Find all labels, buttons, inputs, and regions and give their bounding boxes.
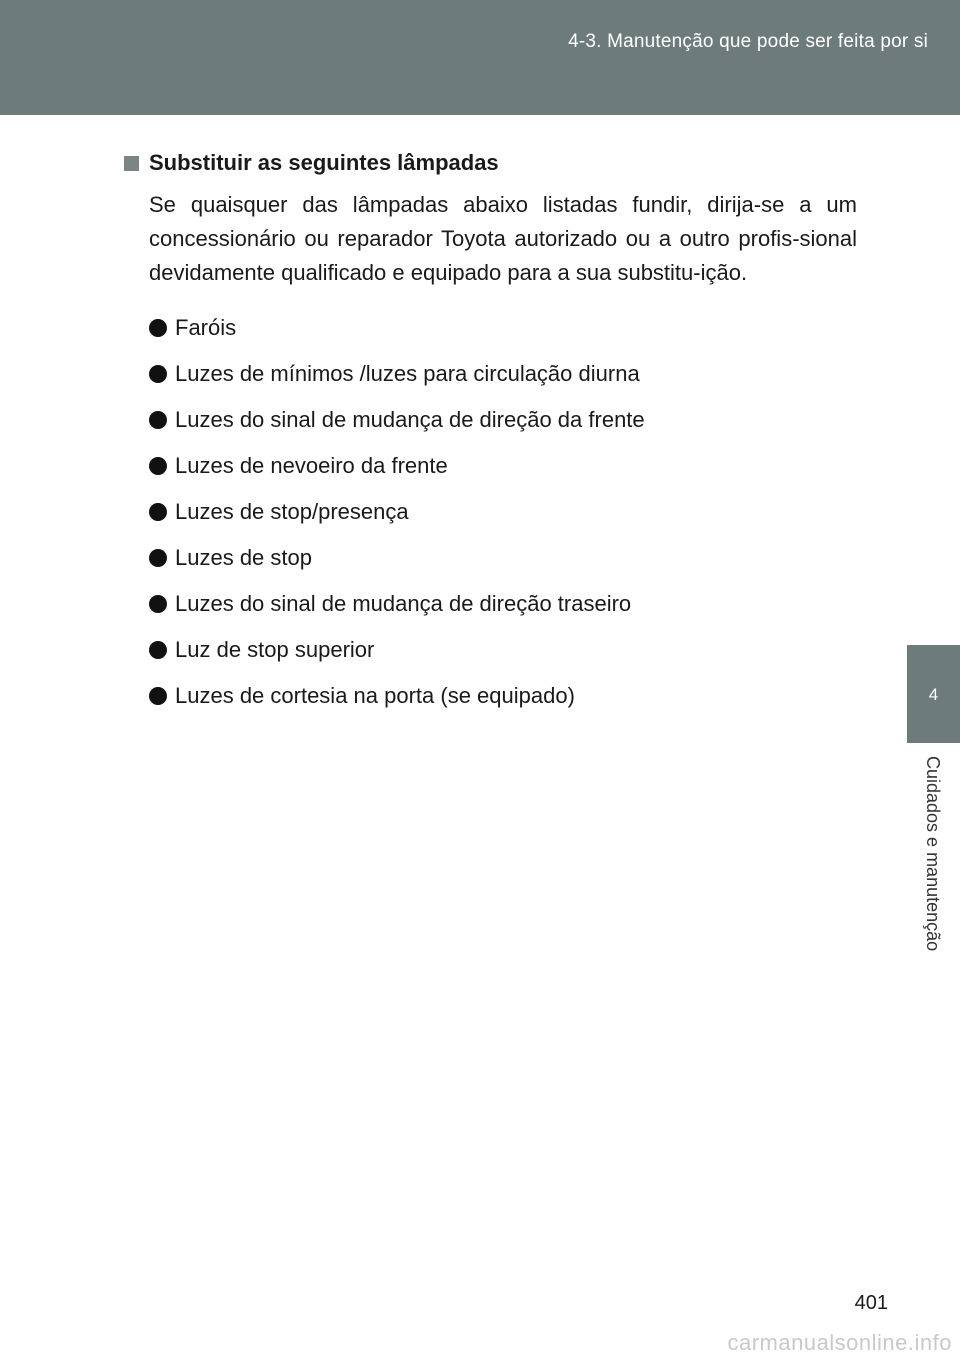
header-band bbox=[0, 0, 960, 115]
list-item bbox=[149, 673, 857, 719]
list-item bbox=[149, 489, 857, 535]
filled-circle-icon bbox=[149, 365, 167, 383]
page-number: 401 bbox=[854, 1292, 888, 1314]
list-item-label: Luzes do sinal de mudança de direção da frente bbox=[175, 407, 645, 432]
filled-circle-icon bbox=[149, 549, 167, 567]
filled-circle-icon bbox=[149, 503, 167, 521]
square-icon bbox=[124, 156, 139, 171]
list-item-label: Luzes de nevoeiro da frente bbox=[175, 453, 448, 478]
chapter-label: Cuidados e manutenção bbox=[923, 756, 943, 952]
intro-paragraph: Se quaisquer das lâmpadas abaixo listadas fundir, dirija-se a um concessionário ou reparador Toyota autorizado ou a outro profis-sional devidamente qualificado e equipado para a sua substitu-ição. bbox=[149, 192, 857, 285]
list-item-label: Luzes de cortesia na porta (se equipado) bbox=[175, 683, 575, 708]
section-title: 4-3. Manutenção que pode ser feita por si bbox=[568, 31, 928, 52]
list-item bbox=[149, 397, 857, 443]
section-heading bbox=[124, 148, 857, 178]
list-item-label: Luzes de stop/presença bbox=[175, 499, 409, 524]
filled-circle-icon bbox=[149, 457, 167, 475]
list-item bbox=[149, 627, 857, 673]
filled-circle-icon bbox=[149, 687, 167, 705]
list-item-label: Faróis bbox=[175, 315, 237, 340]
list-item-label: Luzes de stop bbox=[175, 545, 312, 570]
list-item bbox=[149, 351, 857, 397]
main-content bbox=[124, 148, 857, 719]
list-item bbox=[149, 443, 857, 489]
chapter-number: 4 bbox=[928, 685, 939, 704]
watermark: carmanualsonline.info bbox=[727, 1330, 952, 1355]
heading-text: Substituir as seguintes lâmpadas bbox=[149, 150, 499, 175]
filled-circle-icon bbox=[149, 319, 167, 337]
list-item bbox=[149, 305, 857, 351]
filled-circle-icon bbox=[149, 411, 167, 429]
chapter-label-wrap bbox=[913, 756, 953, 996]
filled-circle-icon bbox=[149, 641, 167, 659]
list-item-label: Luzes de mínimos /luzes para circulação diurna bbox=[175, 361, 640, 386]
bulb-list bbox=[149, 305, 857, 719]
filled-circle-icon bbox=[149, 595, 167, 613]
list-item-label: Luz de stop superior bbox=[175, 637, 375, 662]
chapter-tab bbox=[907, 645, 960, 743]
list-item bbox=[149, 581, 857, 627]
list-item bbox=[149, 535, 857, 581]
list-item-label: Luzes do sinal de mudança de direção traseiro bbox=[175, 591, 632, 616]
